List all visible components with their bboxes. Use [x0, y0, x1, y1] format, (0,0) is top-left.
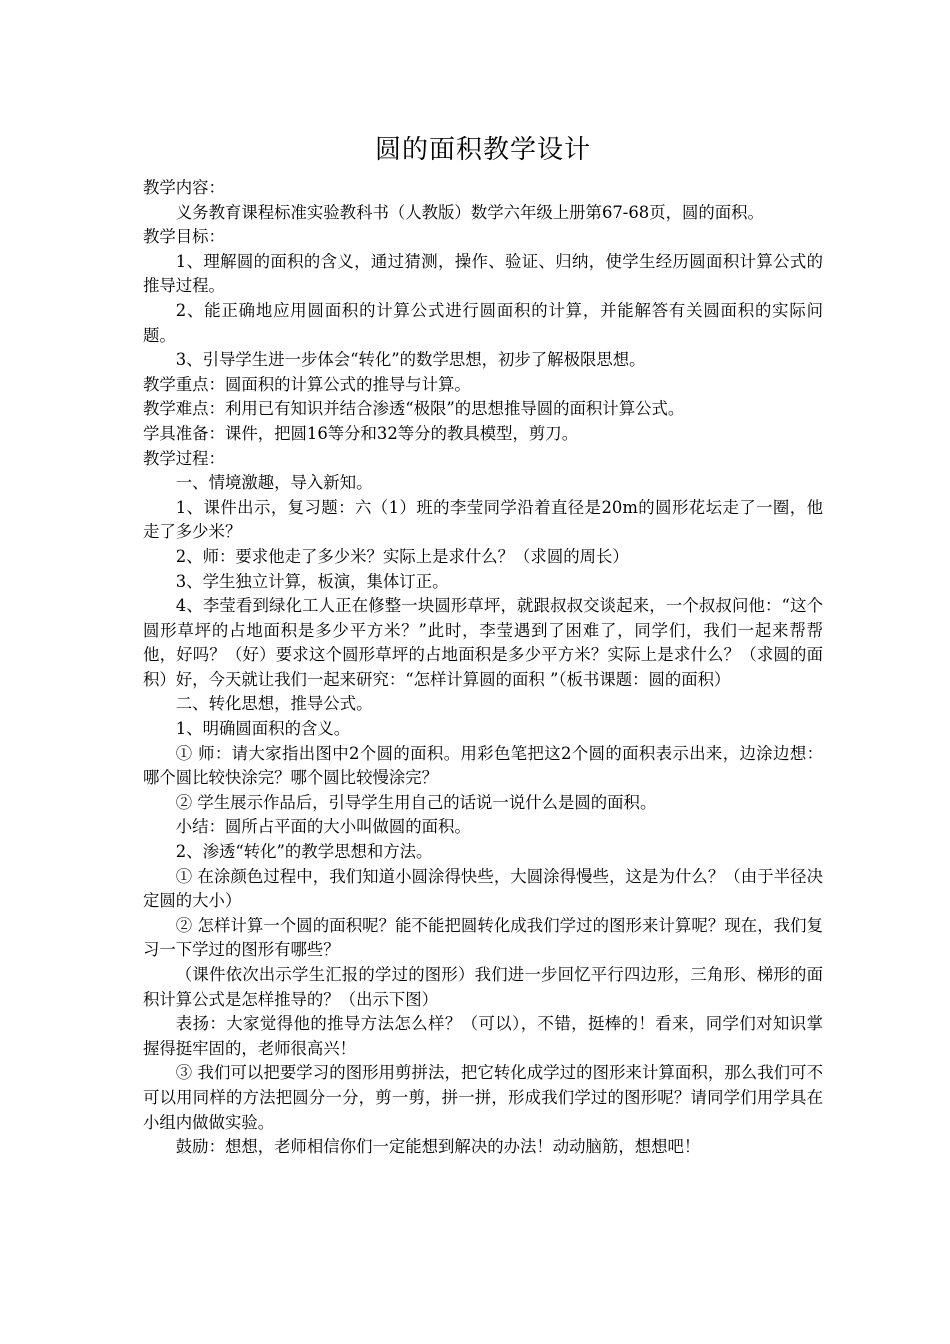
paragraph: ① 师：请大家指出图中2个圆的面积。用彩色笔把这2个圆的面积表示出来，边涂边想：哪个圆比较快涂完？哪个圆比较慢涂完？ — [143, 743, 823, 788]
document-title: 圆的面积教学设计 — [374, 135, 591, 165]
paragraph: 3、引导学生进一步体会“转化”的数学思想，初步了解极限思想。 — [175, 350, 646, 370]
paragraph: ② 学生展示作品后，引导学生用自己的话说一说什么是圆的面积。 — [175, 792, 657, 812]
document-page — [143, 128, 823, 1160]
paragraph: 4、李莹看到绿化工人正在修整一块圆形草坪，就跟叔叔交谈起来，一个叔叔问他：“这个圆形草坪的占地面积是多少平方米？”此时，李莹遇到了困难了，同学们，我们一起来帮帮他，好吗？（好）要求这个圆形草坪的占地面积是多少平方米？实际上是求什么？（求圆的面积）好，今天就让我们一起来研究：“怎样计算圆的面积 ”（板书课题：圆的面积） — [143, 596, 823, 689]
paragraph: 教学过程： — [143, 448, 225, 468]
paragraph: ③ 我们可以把要学习的图形用剪拼法，把它转化成学过的图形来计算面积，那么我们可不可以用同样的方法把圆分一分，剪一剪，拼一拼，形成我们学过的图形呢？请同学们用学具在小组内做做实验。 — [143, 1063, 823, 1132]
paragraph: 教学内容： — [143, 178, 225, 197]
paragraph: 1、明确圆面积的含义。 — [175, 719, 351, 739]
paragraph: 二、转化思想，推导公式。 — [175, 694, 373, 714]
paragraph: 1、课件出示，复习题：六（1）班的李莹同学沿着直径是20m的圆形花坛走了一圈，他走了多少米？ — [143, 497, 823, 542]
paragraph: 教学目标： — [143, 227, 225, 247]
paragraph: 鼓励：想想，老师相信你们一定能想到解决的办法！动动脑筋，想想吧！ — [175, 1137, 701, 1157]
paragraph: 教学重点：圆面积的计算公式的推导与计算。 — [143, 374, 471, 394]
paragraph: 2、师：要求他走了多少米？实际上是求什么？（求圆的周长） — [175, 546, 629, 566]
document-body — [143, 176, 823, 1160]
paragraph: 小结：圆所占平面的大小叫做圆的面积。 — [175, 817, 471, 837]
paragraph: 一、情境激趣，导入新知。 — [175, 473, 373, 493]
paragraph: ② 怎样计算一个圆的面积呢？能不能把圆转化成我们学过的图形来计算呢？现在，我们复习一下学过的图形有哪些？ — [143, 915, 823, 960]
paragraph: ① 在涂颜色过程中，我们知道小圆涂得快些，大圆涂得慢些，这是为什么？（由于半径决定圆的大小） — [143, 866, 823, 911]
paragraph: 1、理解圆的面积的含义，通过猜测，操作、验证、归纳，使学生经历圆面积计算公式的推导过程。 — [143, 251, 823, 296]
paragraph: 2、渗透“转化”的教学思想和方法。 — [175, 842, 433, 862]
paragraph: 学具准备：课件，把圆16等分和32等分的教具模型，剪刀。 — [143, 423, 579, 443]
paragraph: 2、能正确地应用圆面积的计算公式进行圆面积的计算，并能解答有关圆面积的实际问题。 — [143, 300, 823, 345]
paragraph: 3、学生独立计算，板演，集体订正。 — [175, 571, 449, 591]
paragraph: 义务教育课程标准实验教科书（人教版）数学六年级上册第67-68页，圆的面积。 — [175, 202, 764, 222]
paragraph: （课件依次出示学生汇报的学过的图形）我们进一步回忆平行四边形，三角形、梯形的面积计算公式是怎样推导的？（出示下图） — [143, 965, 823, 1009]
paragraph: 表扬：大家觉得他的推导方法怎么样？（可以），不错，挺棒的！看来，同学们对知识掌握得挺牢固的，老师很高兴！ — [143, 1014, 823, 1058]
paragraph: 教学难点：利用已有知识并结合渗透“极限”的思想推导圆的面积计算公式。 — [143, 399, 685, 419]
